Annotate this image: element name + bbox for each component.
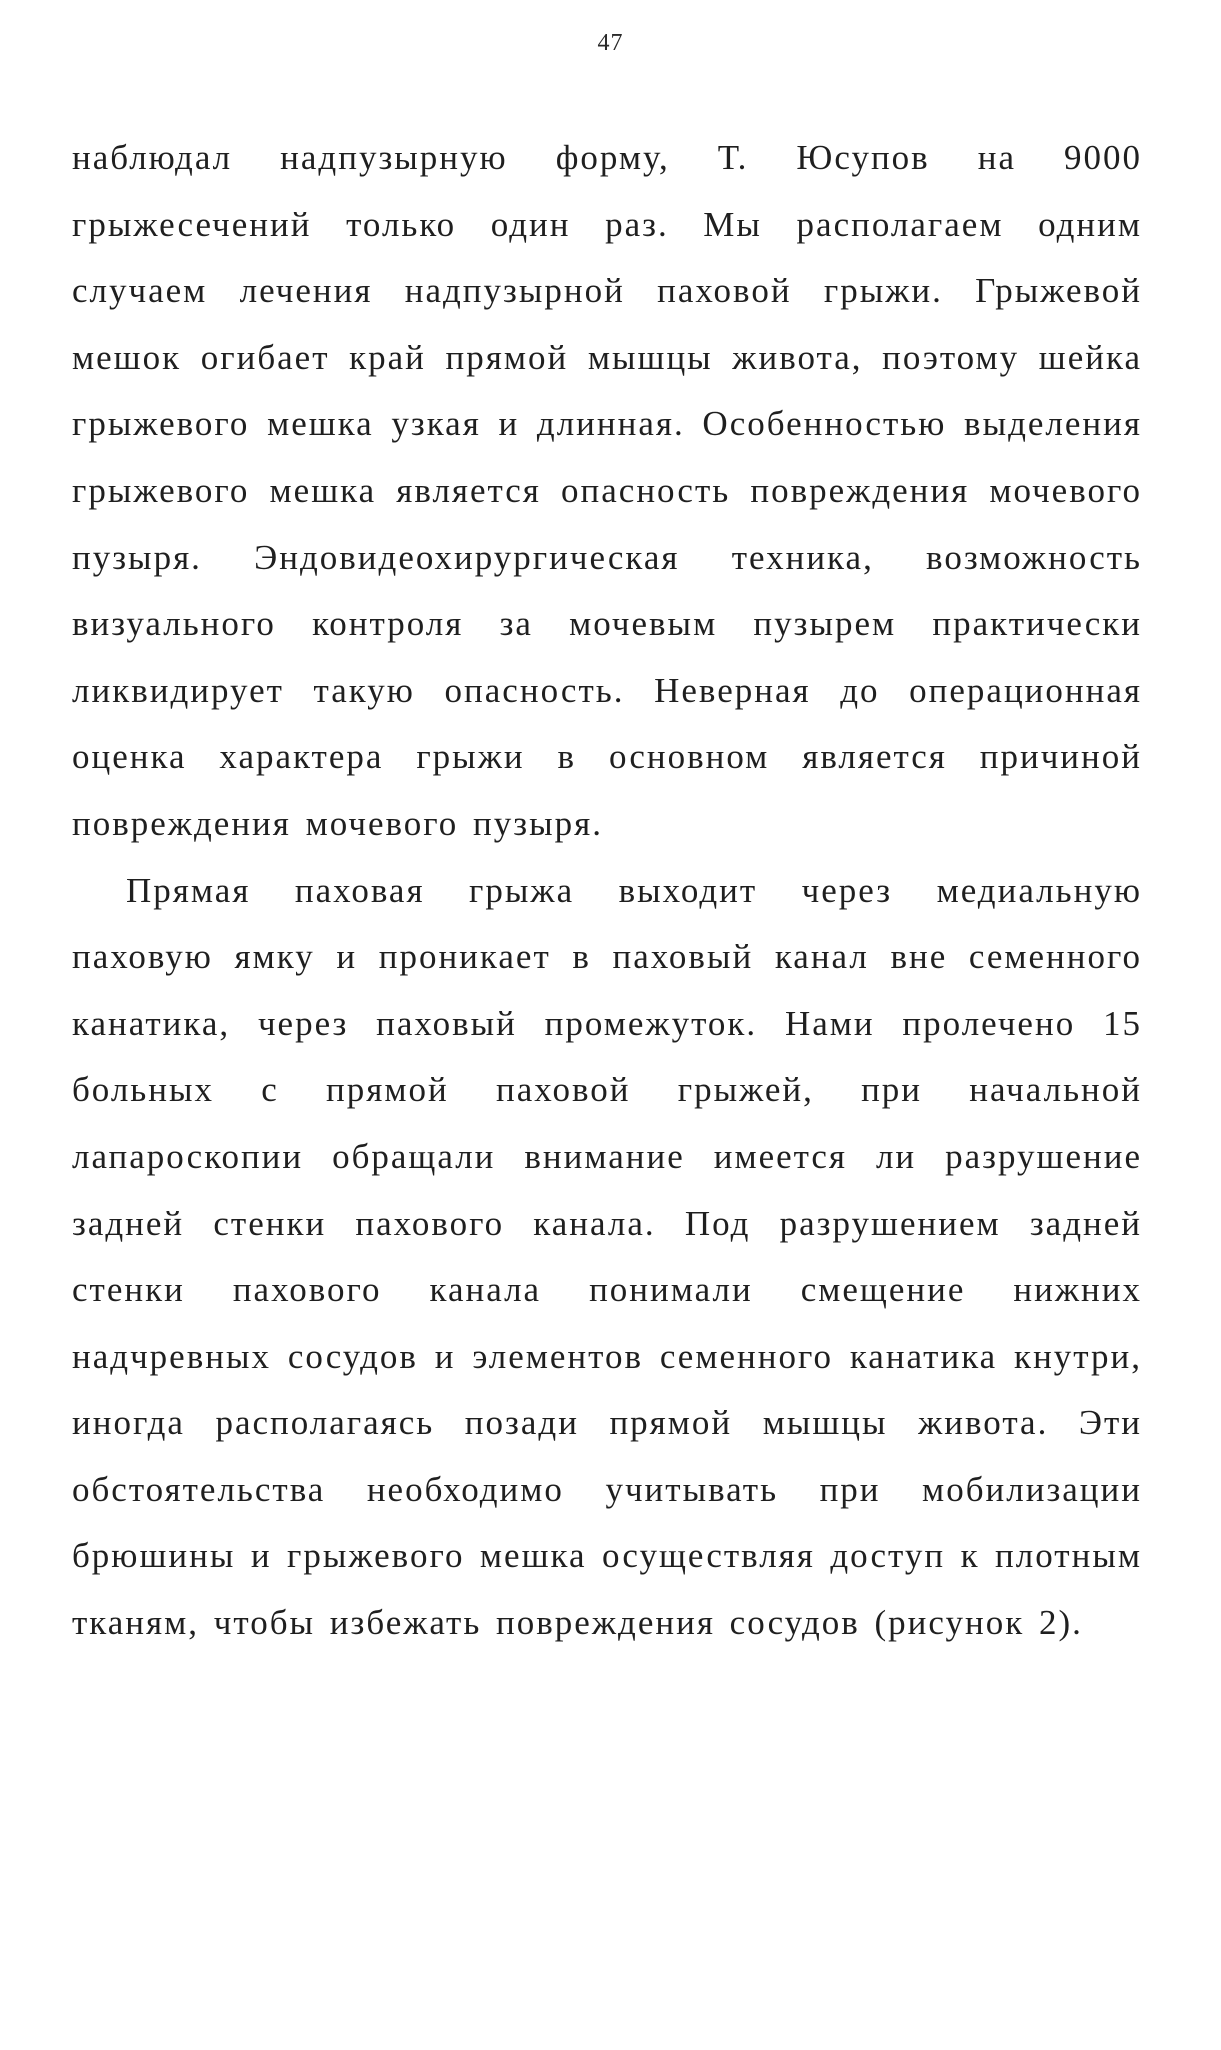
paragraph-supravesical-hernia: наблюдал надпузырную форму, Т. Юсупов на 9000 грыжесечений только один раз. Мы располагаем одним случаем лечения надпузырной паховой грыжи. Грыжевой мешок огибает край прямой мышцы живота, поэтому шейка грыжевого мешка узкая и длинная. Особенностью выделения грыжевого мешка является опасность повреждения мочевого пузыря. Эндовидеохирургическая техника, возможность визуального контроля за мочевым пузырем практически ликвидирует такую опасность. Неверная до операционная оценка характера грыжи в основном является причиной повреждения мочевого пузыря. bbox=[72, 138, 1142, 843]
page-number: 47 bbox=[597, 30, 624, 56]
paragraph-direct-inguinal-hernia: Прямая паховая грыжа выходит через медиальную паховую ямку и проникает в паховый канал вне семенного канатика, через паховый промежуток. Нами пролечено 15 больных с прямой паховой грыжей, при начальной лапароскопии обращали внимание имеется ли разрушение задней стенки пахового канала. Под разрушением задней стенки пахового канала понимали смещение нижних надчревных сосудов и элементов семенного канатика кнутри, иногда располагаясь позади прямой мышцы живота. Эти обстоятельства необходимо учитывать при мобилизации брюшины и грыжевого мешка осуществляя доступ к плотным тканям, чтобы избежать повреждения сосудов (рисунок 2). bbox=[72, 870, 1142, 1643]
body-text bbox=[72, 125, 1142, 1657]
